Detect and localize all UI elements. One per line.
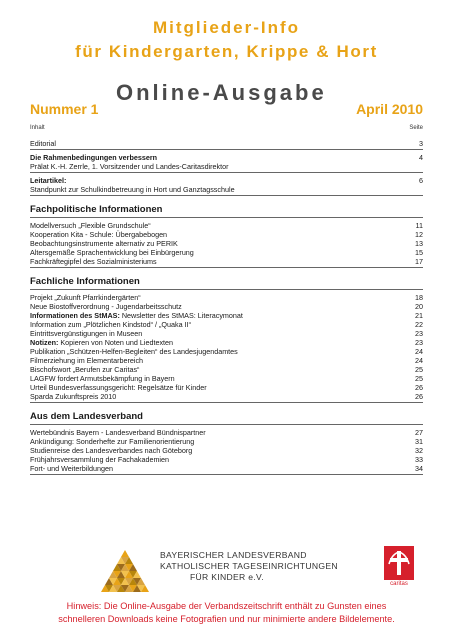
toc-entry-title xyxy=(30,437,194,446)
toc-entry-page: 24 xyxy=(415,347,423,356)
toc-entry-text: Filmerziehung im Elementarbereich xyxy=(30,356,144,365)
toc-entry-title xyxy=(30,293,141,302)
toc-entry-page: 31 xyxy=(415,437,423,446)
toc-entry-text: Frühjahrsversammlung der Fachakademien xyxy=(30,455,170,464)
toc-entry-text: Sparda Zukunftspreis 2010 xyxy=(30,392,117,401)
toc-entry-page: 23 xyxy=(415,329,423,338)
toc-entry-title xyxy=(30,446,192,455)
toc-entry[interactable] xyxy=(30,356,423,365)
magazine-subtitle: für Kindergarten, Krippe & Hort xyxy=(75,42,378,61)
divider xyxy=(30,217,423,218)
toc-entry-title xyxy=(30,338,173,347)
toc-entry-page: 34 xyxy=(415,464,423,473)
toc-entry-text: Fachkräftegipfel des Sozialministeriums xyxy=(30,257,157,266)
toc-entry-title xyxy=(30,239,178,248)
divider xyxy=(30,267,423,268)
toc-header-contents: Inhalt xyxy=(30,125,45,131)
toc-entry-sub: Prälat K.-H. Zerrle, 1. Vorsitzender und Landes-Caritasdirektor xyxy=(30,162,229,171)
caritas-label: caritas xyxy=(390,581,408,587)
toc-entry[interactable] xyxy=(30,239,423,248)
toc-entry[interactable] xyxy=(30,428,423,437)
toc-entry-title xyxy=(30,302,182,311)
toc-entry[interactable] xyxy=(30,248,423,257)
toc-entry-page: 26 xyxy=(415,383,423,392)
toc-entry-page: 25 xyxy=(415,374,423,383)
toc-entry-title xyxy=(30,428,206,437)
toc-entry-title xyxy=(30,311,243,320)
toc-entry-page: 11 xyxy=(415,221,423,230)
table-of-contents xyxy=(30,124,423,478)
toc-entry-page: 23 xyxy=(415,338,423,347)
toc-entry-title: Leitartikel: xyxy=(30,176,67,185)
association-name-line: FÜR KINDER e.V. xyxy=(190,572,264,582)
toc-entry[interactable] xyxy=(30,392,423,401)
toc-entry[interactable] xyxy=(30,383,423,392)
toc-entry[interactable] xyxy=(30,257,423,266)
toc-entry[interactable] xyxy=(30,302,423,311)
toc-entry-title xyxy=(30,455,169,464)
toc-entry-leitartikel[interactable] xyxy=(30,176,423,185)
divider xyxy=(30,474,423,475)
toc-entry-text: Modellversuch „Flexible Grundschule“ xyxy=(30,221,151,230)
toc-entry-page: 6 xyxy=(419,176,423,185)
toc-section-title: Fachliche Informationen xyxy=(30,276,140,287)
association-name xyxy=(160,550,338,583)
toc-sections xyxy=(30,204,423,475)
toc-entry-text: Kooperation Kita - Schule: Übergabebogen xyxy=(30,230,168,239)
toc-entry-text: Altersgemäße Sprachentwicklung bei Einbürgerung xyxy=(30,248,194,257)
toc-entry-page: 3 xyxy=(419,139,423,148)
toc-entry-rahmen[interactable] xyxy=(30,153,423,162)
toc-entry-page: 25 xyxy=(415,365,423,374)
toc-entry-text: Eintrittsvergünstigungen in Museen xyxy=(30,329,143,338)
toc-entry-editorial[interactable] xyxy=(30,139,423,148)
toc-entry-text: Projekt „Zukunft Pfarrkindergärten“ xyxy=(30,293,141,302)
toc-entry[interactable] xyxy=(30,455,423,464)
toc-entry[interactable] xyxy=(30,464,423,473)
toc-entry[interactable] xyxy=(30,293,423,302)
toc-entry-page: 18 xyxy=(415,293,423,302)
toc-entry-page: 33 xyxy=(415,455,423,464)
toc-entry-label: Notizen: xyxy=(30,338,59,347)
toc-entry[interactable] xyxy=(30,374,423,383)
toc-entry[interactable] xyxy=(30,230,423,239)
toc-header xyxy=(30,124,423,133)
toc-entry[interactable] xyxy=(30,221,423,230)
toc-entry-title: Editorial xyxy=(30,139,56,148)
issue-date: April 2010 xyxy=(356,101,423,117)
divider xyxy=(30,289,423,290)
issue-row xyxy=(30,101,423,119)
association-name-line: KATHOLISCHER TAGESEINRICHTUNGEN xyxy=(160,561,338,571)
toc-entry-page: 24 xyxy=(415,356,423,365)
toc-entry-subtitle xyxy=(30,162,423,171)
toc-entry-title xyxy=(30,230,167,239)
toc-entry-text: Urteil Bundesverfassungsgericht: Regelsätze für Kinder xyxy=(30,383,207,392)
toc-entry-page: 17 xyxy=(415,257,423,266)
toc-entry-title xyxy=(30,392,116,401)
divider xyxy=(30,424,423,425)
toc-entry-page: 4 xyxy=(419,153,423,162)
toc-entry[interactable] xyxy=(30,320,423,329)
toc-entry-page: 27 xyxy=(415,428,423,437)
toc-entry[interactable] xyxy=(30,437,423,446)
download-hint xyxy=(0,600,453,626)
toc-entry-text: Publikation „Schützen-Helfen-Begleiten“ des Landesjugendamtes xyxy=(30,347,238,356)
toc-entry-title xyxy=(30,320,191,329)
toc-entry[interactable] xyxy=(30,446,423,455)
toc-entry-text: Information zum „Plötzlichen Kindstod“ / „Quaka II“ xyxy=(30,320,191,329)
caritas-logo xyxy=(384,546,414,590)
toc-header-page: Seite xyxy=(409,125,423,131)
toc-entry-text: Wertebündnis Bayern - Landesverband Bündnispartner xyxy=(30,428,206,437)
toc-entry-text: Neue Biostoffverordnung - Jugendarbeitsschutz xyxy=(30,302,182,311)
toc-section-title: Fachpolitische Informationen xyxy=(30,204,163,215)
toc-entry[interactable] xyxy=(30,347,423,356)
toc-entry-text: Kopieren von Noten und Liedtexten xyxy=(58,338,174,347)
association-logo xyxy=(94,546,414,594)
toc-entry-title xyxy=(30,221,151,230)
toc-entry-page: 22 xyxy=(415,320,423,329)
caritas-cross-icon xyxy=(384,546,414,580)
toc-entry-sub: Standpunkt zur Schulkindbetreuung in Hort und Ganztagsschule xyxy=(30,185,235,194)
toc-entry-subtitle xyxy=(30,185,423,194)
toc-entry-text: Beobachtungsinstrumente alternativ zu PERIK xyxy=(30,239,178,248)
toc-entry-page: 20 xyxy=(415,302,423,311)
toc-entry-title xyxy=(30,248,194,257)
edition-label: Online-Ausgabe xyxy=(116,80,327,105)
magazine-title: Mitglieder-Info xyxy=(152,18,301,37)
toc-entry-title xyxy=(30,464,113,473)
divider xyxy=(30,149,423,150)
toc-entry-page: 12 xyxy=(415,230,423,239)
toc-entry[interactable] xyxy=(30,338,423,347)
toc-entry-title xyxy=(30,329,142,338)
toc-entry-text: Fort- und Weiterbildungen xyxy=(30,464,113,473)
triangle-logo-icon xyxy=(94,546,156,592)
toc-entry-text: Newsletter des StMAS: Literacymonat xyxy=(119,311,243,320)
toc-entry-text: Ankündigung: Sonderhefte zur Familienorientierung xyxy=(30,437,195,446)
toc-entry-text: LAGFW fordert Armutsbekämpfung in Bayern xyxy=(30,374,175,383)
divider xyxy=(30,402,423,403)
toc-entry-page: 21 xyxy=(415,311,423,320)
toc-entry-page: 26 xyxy=(415,392,423,401)
association-name-line: BAYERISCHER LANDESVERBAND xyxy=(160,550,307,560)
hint-line: Hinweis: Die Online-Ausgabe der Verbandszeitschrift enthält zu Gunsten eines xyxy=(66,601,387,611)
toc-entry[interactable] xyxy=(30,311,423,320)
toc-entry-text: Studienreise des Landesverbandes nach Göteborg xyxy=(30,446,193,455)
toc-entry-page: 15 xyxy=(415,248,423,257)
toc-entry-page: 13 xyxy=(415,239,423,248)
toc-entry[interactable] xyxy=(30,365,423,374)
toc-entry-title: Die Rahmenbedingungen verbessern xyxy=(30,153,158,162)
toc-entry-title xyxy=(30,257,157,266)
toc-entry[interactable] xyxy=(30,329,423,338)
hint-line: schnelleren Downloads keine Fotografien und nur minimierte andere Bildelemente. xyxy=(58,614,395,624)
toc-entry-text: Bischofswort „Berufen zur Caritas“ xyxy=(30,365,140,374)
divider xyxy=(30,195,423,196)
toc-section-title: Aus dem Landesverband xyxy=(30,411,143,422)
toc-entry-title xyxy=(30,356,143,365)
toc-entry-title xyxy=(30,374,175,383)
toc-entry-title xyxy=(30,383,207,392)
toc-entry-page: 32 xyxy=(415,446,423,455)
toc-entry-label: Informationen des StMAS: xyxy=(30,311,120,320)
toc-entry-title xyxy=(30,347,238,356)
issue-number: Nummer 1 xyxy=(30,101,99,117)
divider xyxy=(30,172,423,173)
toc-entry-title xyxy=(30,365,139,374)
